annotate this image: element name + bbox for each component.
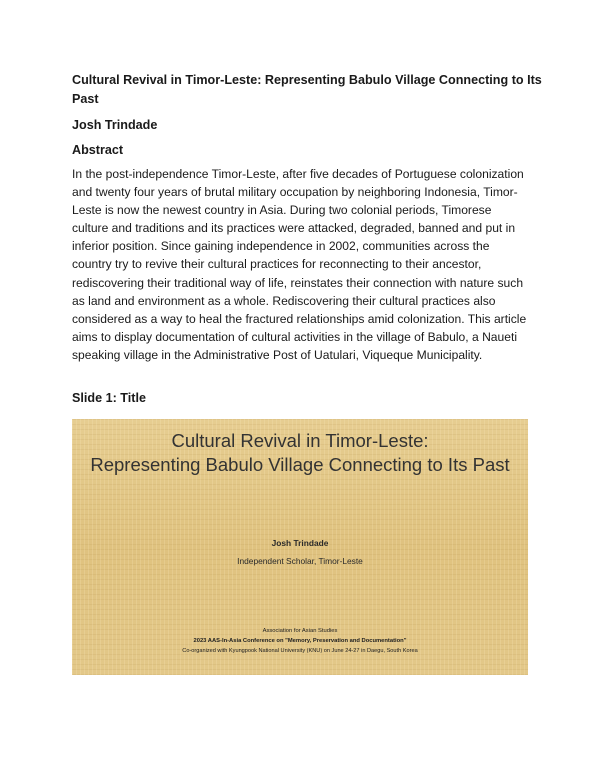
title-slide-image <box>72 419 528 675</box>
slide-coorganized: Co-organized with Kyungpook National University (KNU) on June 24-27 in Daegu, South Korea <box>182 648 418 654</box>
abstract-heading: Abstract <box>72 143 124 157</box>
document-title: Cultural Revival in Timor-Leste: Representing Babulo Village Connecting to Its Past <box>72 73 542 106</box>
slide-title-line-1: Cultural Revival in Timor-Leste: <box>171 430 429 451</box>
slide-conference: 2023 AAS-In-Asia Conference on "Memory, Preservation and Documentation" <box>193 638 407 644</box>
slide-author: Josh Trindade <box>271 538 329 548</box>
abstract-body: In the post-independence Timor-Leste, after five decades of Portuguese colonization and twenty four years of brutal military occupation by neighboring Indonesia, Timor-Leste is now the newest country in Asia. During two colonial periods, Timorese culture and traditions and its practices were attacked, degraded, banned and put in inferior position. Since gaining independence in 2002, communities across the country try to revive their cultural practices for reconnecting to their ancestor, rediscovering their traditional way of life, reinstates their connection with nature such as land and environment as a whole. Rediscovering their cultural practices also considered as a way to heal the fractured relationships amid colonization. This article aims to display documentation of cultural activities in the village of Babulo, a Naueti speaking village in the Administrative Post of Uatulari, Viqueque Municipality. <box>72 167 527 362</box>
slide-organization: Association for Asian Studies <box>262 628 338 634</box>
slide-affiliation: Independent Scholar, Timor-Leste <box>237 556 363 566</box>
slide-heading: Slide 1: Title <box>72 391 146 405</box>
slide-title-line-2: Representing Babulo Village Connecting to Its Past <box>90 454 510 475</box>
slide-title <box>72 429 528 477</box>
document-author: Josh Trindade <box>72 118 158 132</box>
